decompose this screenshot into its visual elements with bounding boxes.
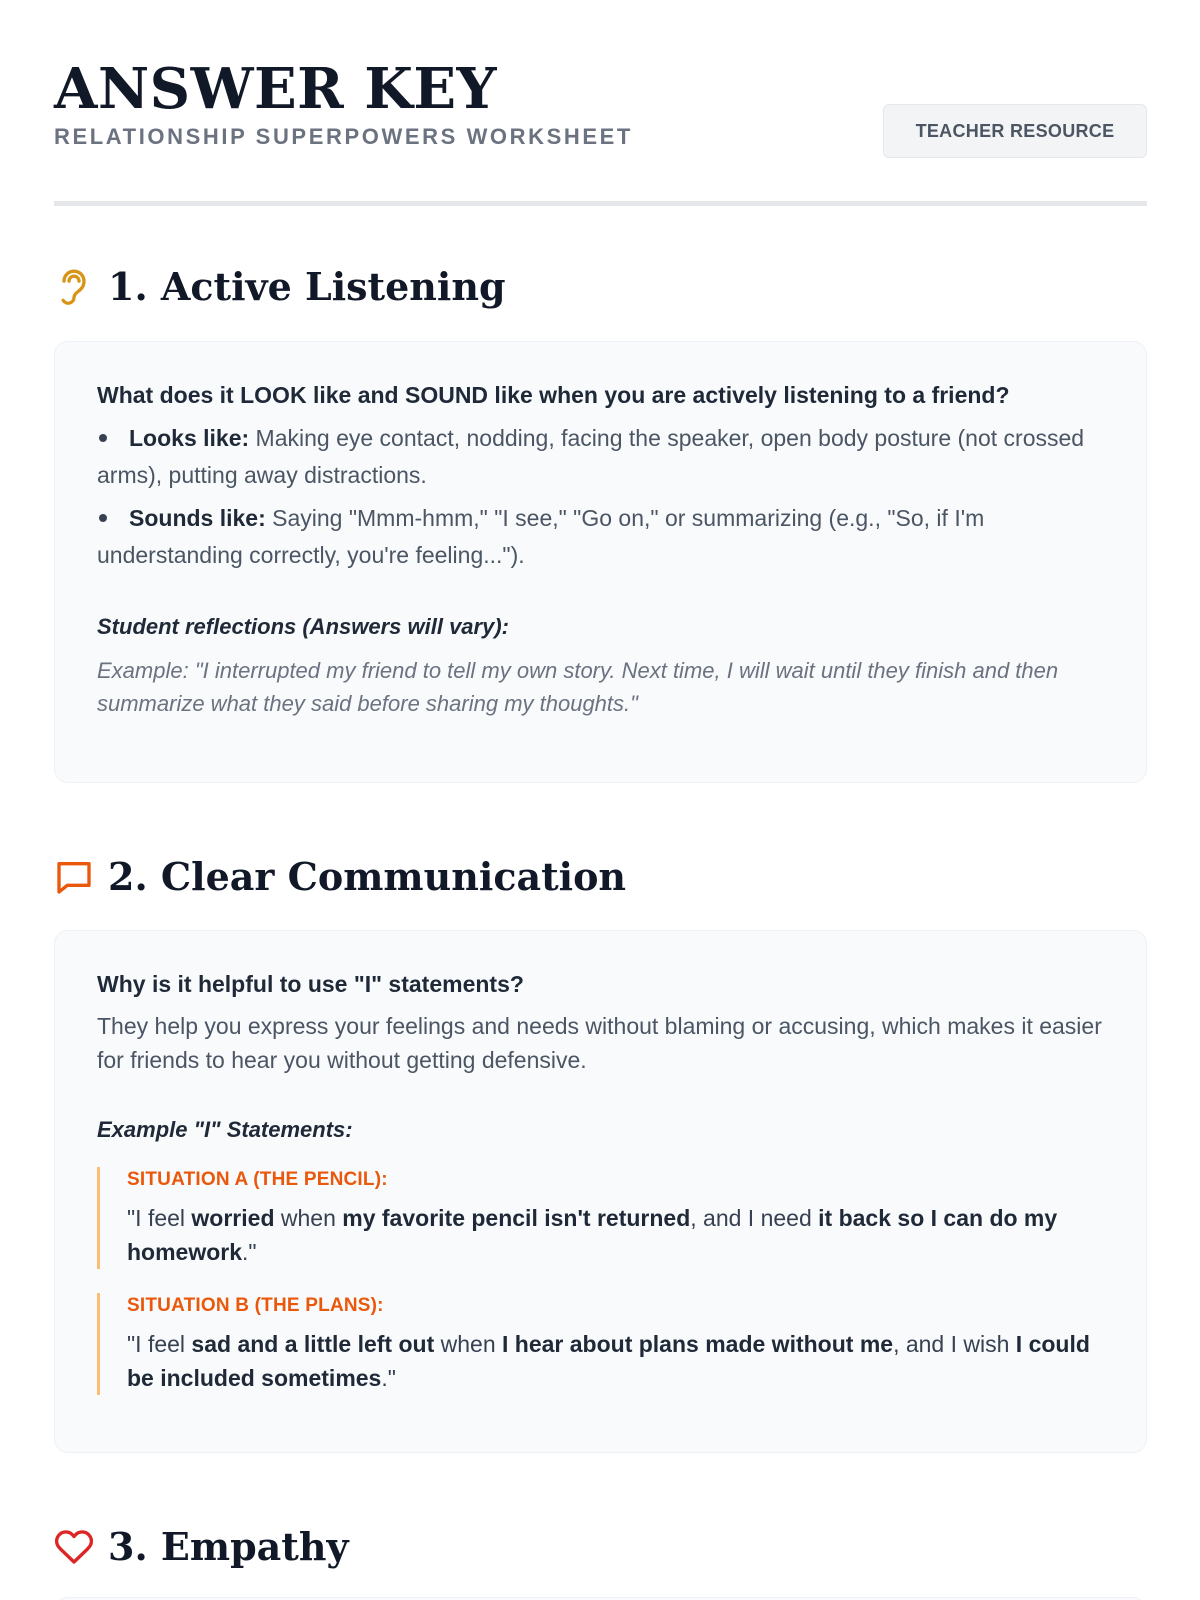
section-title: 1. Active Listening — [108, 264, 506, 309]
bullet-text: Saying "Mmm-hmm," "I see," "Go on," or summarizing (e.g., "So, if I'm understanding correctly, you're feeling..."). — [97, 505, 985, 568]
reflection-text: Example: "I interrupted my friend to tell my own story. Next time, I will wait until they finish and then summarize what they said before sharing my thoughts." — [97, 658, 1059, 716]
bullet-label: Looks like: — [129, 425, 250, 451]
clear-communication-card — [54, 930, 1147, 1453]
ear-icon — [54, 267, 94, 307]
question: Why is it helpful to use "I" statements? — [97, 971, 524, 997]
header-divider — [54, 201, 1147, 206]
section-heading-clear-communication — [54, 854, 626, 900]
answer-text: They help you express your feelings and needs without blaming or accusing, which makes it easier for friends to hear you without getting defensive. — [97, 1013, 1102, 1073]
section-heading-empathy — [54, 1524, 349, 1570]
situation-label: SITUATION A (THE PENCIL): — [127, 1169, 388, 1190]
bullet-dot — [99, 434, 107, 442]
bullet-text: Making eye contact, nodding, facing the speaker, open body posture (not crossed arms), putting away distractions. — [97, 425, 1085, 488]
question: What does it LOOK like and SOUND like when you are actively listening to a friend? — [97, 382, 1010, 408]
situation-statement: "I feel sad and a little left out when I hear about plans made without me, and I wish I could be included sometimes." — [127, 1331, 1090, 1391]
speech-bubble-icon — [54, 857, 94, 897]
situation-statement: "I feel worried when my favorite pencil isn't returned, and I need it back so I can do my homework." — [127, 1205, 1058, 1265]
section-title: 3. Empathy — [108, 1524, 349, 1569]
list-item — [97, 420, 1104, 494]
situation-a — [97, 1167, 1104, 1269]
bullet-label: Sounds like: — [129, 505, 266, 531]
situation-b — [97, 1293, 1104, 1395]
bullet-dot — [99, 514, 107, 522]
page-title: ANSWER KEY — [54, 56, 498, 122]
teacher-resource-badge: TEACHER RESOURCE — [883, 104, 1147, 158]
reflection-label: Student reflections (Answers will vary): — [97, 614, 509, 639]
section-title: 2. Clear Communication — [108, 854, 627, 899]
examples-label: Example "I" Statements: — [97, 1117, 353, 1142]
situation-label: SITUATION B (THE PLANS): — [127, 1295, 384, 1316]
list-item — [97, 500, 1104, 574]
heart-icon — [54, 1527, 94, 1567]
active-listening-card — [54, 341, 1147, 783]
section-heading-active-listening — [54, 264, 506, 310]
page-subtitle: RELATIONSHIP SUPERPOWERS WORKSHEET — [54, 124, 633, 149]
page-header — [54, 55, 1147, 151]
